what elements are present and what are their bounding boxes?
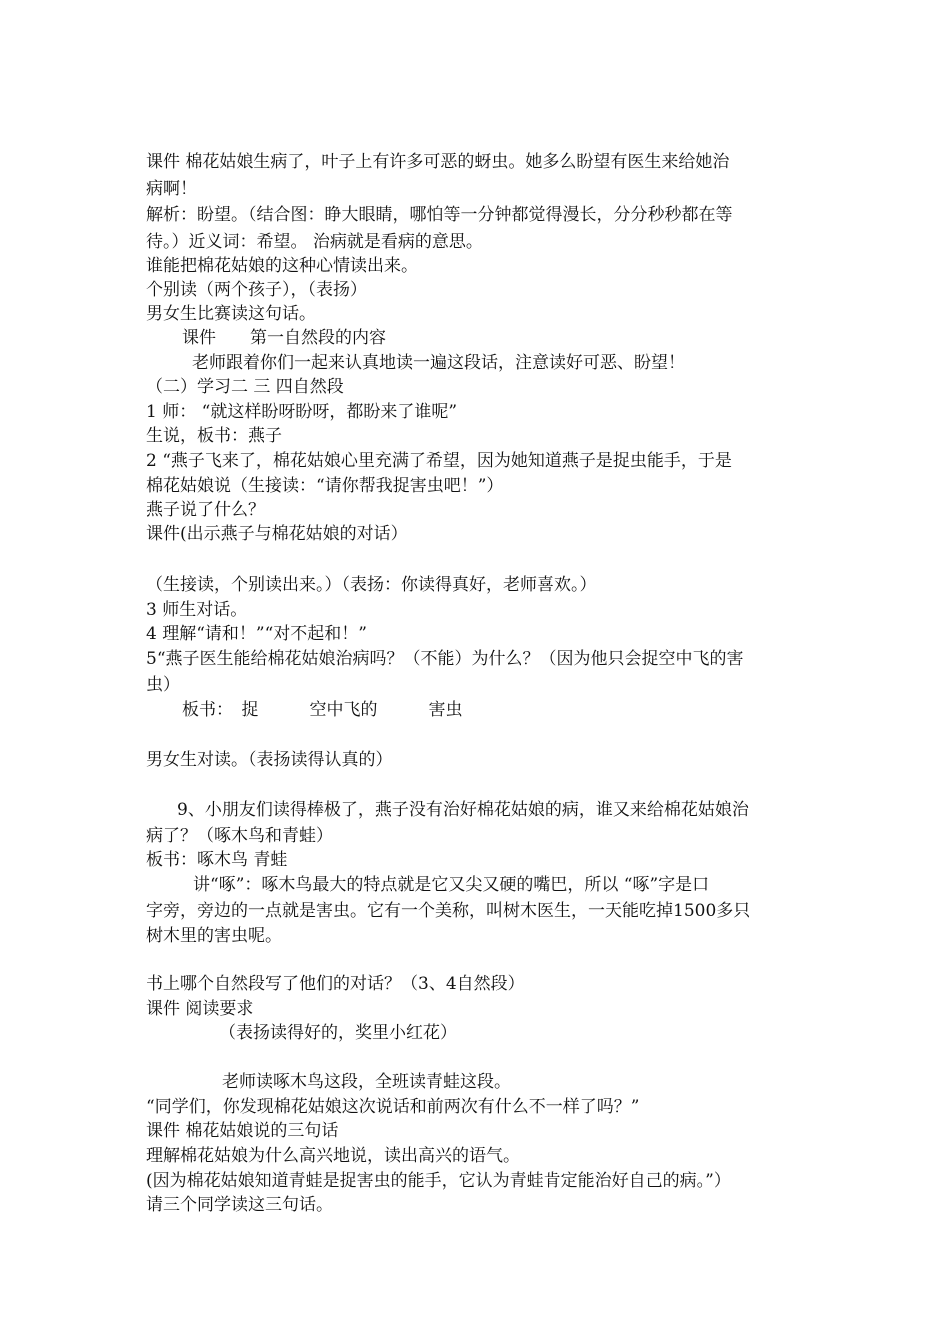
text-line: 书上哪个自然段写了他们的对话？（3、4自然段） bbox=[146, 974, 525, 994]
text-line: 理解棉花姑娘为什么高兴地说，读出高兴的语气。 bbox=[146, 1146, 520, 1166]
text-line: 课件 第一自然段的内容 bbox=[182, 328, 386, 348]
text-line: 课件 阅读要求 bbox=[146, 999, 254, 1019]
text-line: 课件 棉花姑娘说的三句话 bbox=[146, 1121, 339, 1141]
text-line: 2 “燕子飞来了，棉花姑娘心里充满了希望，因为她知道燕子是捉虫能手，于是 bbox=[146, 451, 732, 471]
text-line: 课件(出示燕子与棉花姑娘的对话） bbox=[146, 524, 408, 544]
text-line: 板书：啄木鸟 青蛙 bbox=[146, 850, 288, 870]
text-line: (因为棉花姑娘知道青蛙是捉害虫的能手，它认为青蛙肯定能治好自己的病。”） bbox=[146, 1171, 731, 1191]
text-line: （生接读，个别读出来。）（表扬：你读得真好，老师喜欢。） bbox=[146, 575, 597, 595]
text-line: 4 理解“请和！”“对不起和！” bbox=[146, 624, 367, 644]
text-line: 谁能把棉花姑娘的这种心情读出来。 bbox=[146, 256, 418, 276]
text-line: 请三个同学读这三句话。 bbox=[146, 1195, 333, 1215]
text-line: 待。）近义词：希望。 治病就是看病的意思。 bbox=[146, 232, 483, 252]
text-line: 解析：盼望。（结合图：睁大眼睛，哪怕等一分钟都觉得漫长，分分秒秒都在等 bbox=[146, 205, 733, 225]
text-line: 生说，板书：燕子 bbox=[146, 426, 282, 446]
text-line: 病啊！ bbox=[146, 179, 197, 199]
text-line: 燕子说了什么？ bbox=[146, 500, 265, 520]
text-line: 讲“啄”：啄木鸟最大的特点就是它又尖又硬的嘴巴，所以 “啄”字是口 bbox=[193, 875, 710, 895]
text-line: 1 师： “就这样盼呀盼呀，都盼来了谁呢” bbox=[146, 402, 458, 422]
text-line: 3 师生对话。 bbox=[146, 600, 248, 620]
text-line: 男女生比赛读这句话。 bbox=[146, 304, 316, 324]
text-line: 5“燕子医生能给棉花姑娘治病吗？（不能）为什么？（因为他只会捉空中飞的害 bbox=[146, 649, 744, 669]
text-line: 棉花姑娘说（生接读：“请你帮我捉害虫吧！”） bbox=[146, 476, 504, 496]
text-line: 字旁，旁边的一点就是害虫。它有一个美称，叫树木医生，一天能吃掉1500多只 bbox=[146, 901, 751, 921]
text-line: 板书： 捉 空中飞的 害虫 bbox=[182, 700, 463, 720]
text-line: 男女生对读。（表扬读得认真的） bbox=[146, 750, 393, 770]
text-line: 9、小朋友们读得棒极了，燕子没有治好棉花姑娘的病，谁又来给棉花姑娘治 bbox=[177, 800, 749, 820]
text-line: 病了？（啄木鸟和青蛙） bbox=[146, 826, 333, 846]
text-line: “同学们，你发现棉花姑娘这次说话和前两次有什么不一样了吗？” bbox=[146, 1097, 640, 1117]
text-line: 老师读啄木鸟这段，全班读青蛙这段。 bbox=[222, 1072, 511, 1092]
text-line: 虫） bbox=[146, 675, 180, 695]
text-line: （二）学习二 三 四自然段 bbox=[146, 377, 344, 397]
text-line: 老师跟着你们一起来认真地读一遍这段话，注意读好可恶、盼望！ bbox=[192, 353, 685, 373]
text-line: （表扬读得好的，奖里小红花） bbox=[219, 1023, 457, 1043]
text-line: 课件 棉花姑娘生病了，叶子上有许多可恶的蚜虫。她多么盼望有医生来给她治 bbox=[146, 152, 730, 172]
text-line: 树木里的害虫呢。 bbox=[146, 926, 282, 946]
text-line: 个别读（两个孩子），（表扬） bbox=[146, 280, 367, 300]
